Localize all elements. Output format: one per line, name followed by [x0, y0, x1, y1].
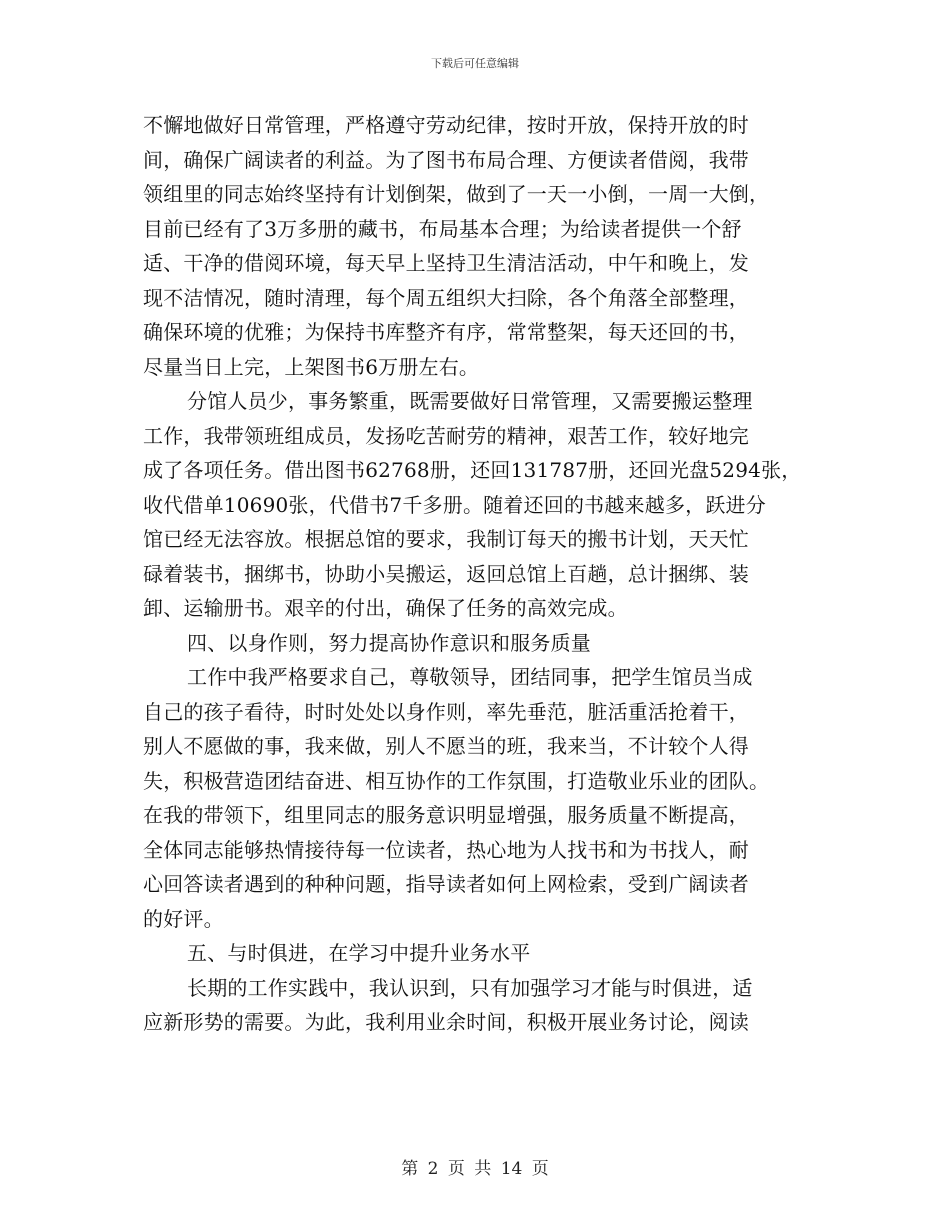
- text-line: 工作，我带领班组成员，发扬吃苦耐劳的精神，艰苦工作，较好地完: [143, 423, 749, 448]
- text-line: 尽量当日上完，上架图书6万册左右。: [143, 354, 480, 379]
- text-line: 五、与时俱进，在学习中提升业务水平: [187, 941, 531, 965]
- text-line: 目前已经有了3万多册的藏书，布局基本合理；为给读者提供一个舒: [143, 216, 742, 241]
- text-line: 失，积极营造团结奋进、相互协作的工作氛围，打造敬业乐业的团队。: [143, 768, 770, 793]
- text-line: 自己的孩子看待，时时处处以身作则，率先垂范，脏活重活抢着干，: [143, 699, 749, 724]
- document-body: [143, 108, 808, 1040]
- text-line: 卸、运输册书。艰辛的付出，确保了任务的高效完成。: [143, 596, 628, 620]
- text-line: 长期的工作实践中，我认识到，只有加强学习才能与时俱进，适: [187, 975, 753, 1000]
- text-line: 的好评。: [143, 906, 224, 931]
- text-line: 应新形势的需要。为此，我利用业余时间，积极开展业务讨论，阅读: [143, 1010, 749, 1034]
- text-line: 全体同志能够热情接待每一位读者，热心地为人找书和为书找人，耐: [143, 837, 749, 862]
- text-line: 工作中我严格要求自己，尊敬领导，团结同事，把学生馆员当成: [187, 665, 753, 689]
- text-line: 别人不愿做的事，我来做，别人不愿当的班，我来当，不计较个人得: [143, 734, 749, 758]
- text-line: 四、以身作则，努力提高协作意识和服务质量: [187, 630, 591, 655]
- text-line: 在我的带领下，组里同志的服务意识明显增强，服务质量不断提高，: [143, 803, 749, 827]
- text-line: 分馆人员少，事务繁重，既需要做好日常管理，又需要搬运整理: [187, 389, 753, 413]
- text-line: 间，确保广阔读者的利益。为了图书布局合理、方便读者借阅，我带: [143, 147, 749, 172]
- page-footer: 第 2 页 共 14 页: [401, 1159, 549, 1179]
- text-line: 现不洁情况，随时清理，每个周五组织大扫除，各个角落全部整理，: [143, 285, 749, 310]
- text-line: 馆已经无法容放。根据总馆的要求，我制订每天的搬书计划，天天忙: [143, 527, 749, 551]
- text-line: 领组里的同志始终坚持有计划倒架，做到了一天一小倒，一周一大倒，: [143, 182, 770, 206]
- text-line: 心回答读者遇到的种种问题，指导读者如何上网检索，受到广阔读者: [143, 872, 749, 896]
- text-line: 确保环境的优雅；为保持书库整齐有序，常常整架，每天还回的书，: [143, 320, 749, 344]
- text-line: 成了各项任务。借出图书62768册，还回131787册，还回光盘5294张，: [143, 458, 802, 482]
- text-line: 不懈地做好日常管理，严格遵守劳动纪律，按时开放，保持开放的时: [143, 113, 749, 137]
- text-line: 碌着装书，捆绑书，协助小吴搬运，返回总馆上百趟，总计捆绑、装: [143, 561, 749, 586]
- text-line: 适、干净的借阅环境，每天早上坚持卫生清洁活动，中午和晚上，发: [143, 251, 749, 275]
- page-header: 下载后可任意编辑: [431, 57, 519, 70]
- text-line: 收代借单10690张，代借书7千多册。随着还回的书越来越多，跃进分: [143, 492, 766, 517]
